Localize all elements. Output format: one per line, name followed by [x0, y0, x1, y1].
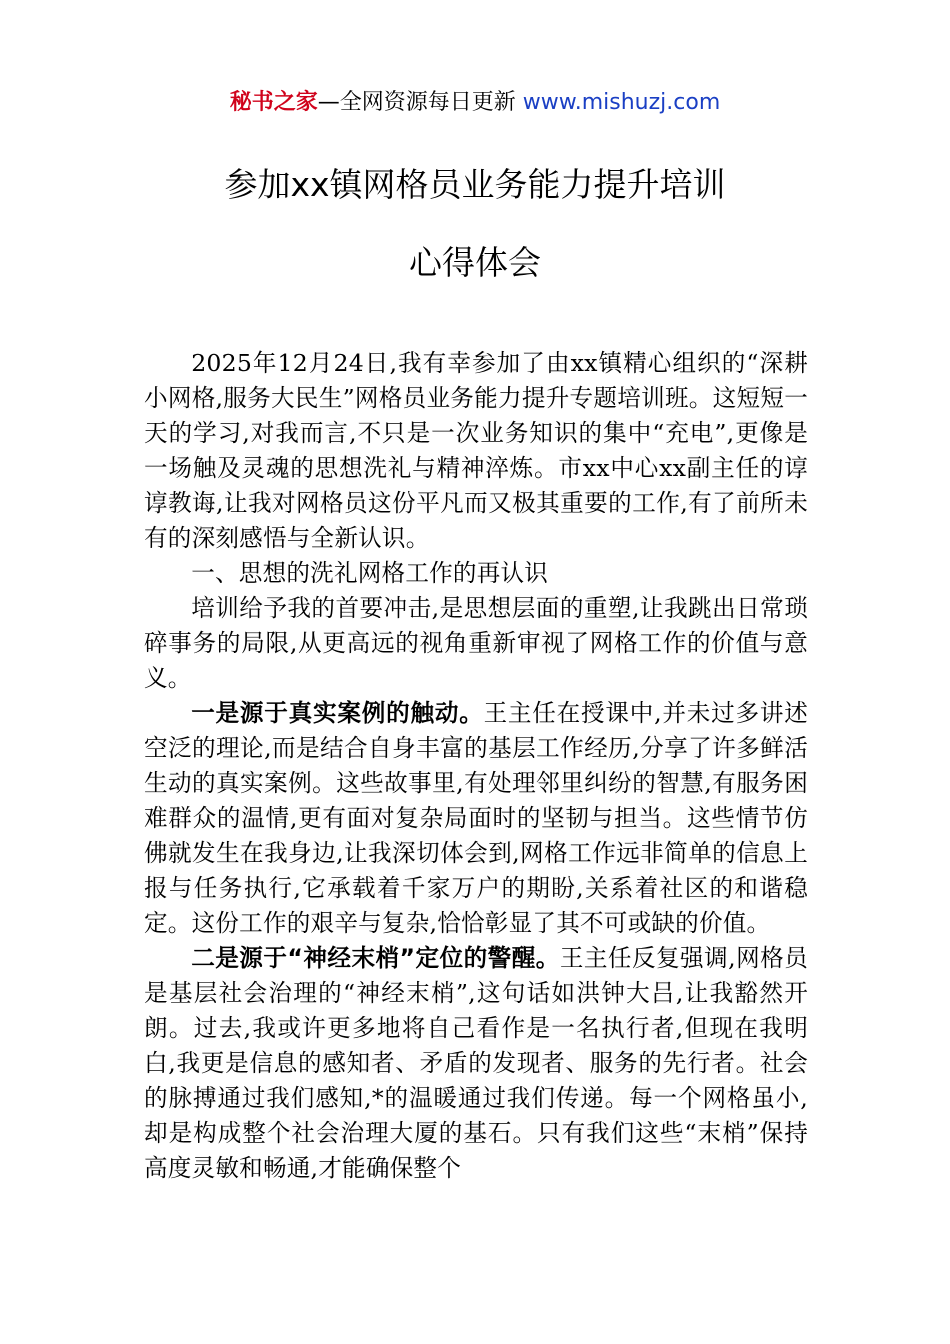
section-heading-1: 一、思想的洗礼网格工作的再认识 — [191, 559, 549, 587]
document-body — [144, 346, 808, 1186]
paragraph-intro: 2025年12月24日,我有幸参加了由xx镇精心组织的“深耕小网格,服务大民生”网格员业务能力提升专题培训班。这短短一天的学习,对我而言,不只是一次业务知识的集中“充电”,更像是一场触及灵魂的思想洗礼与精神淬炼。市xx中心xx副主任的谆谆教诲,让我对网格员这份平凡而又极其重要的工作,有了前所未有的深刻感悟与全新认识。 — [144, 349, 808, 552]
point-1-text: 王主任在授课中,并未过多讲述空泛的理论,而是结合自身丰富的基层工作经历,分享了许多鲜活生动的真实案例。这些故事里,有处理邻里纠纷的智慧,有服务困难群众的温情,更有面对复杂局面时的坚韧与担当。这些情节仿佛就发生在我身边,让我深切体会到,网格工作远非简单的信息上报与任务执行,它承载着千家万户的期盼,关系着社区的和谐稳定。这份工作的艰辛与复杂,恰恰彰显了其不可或缺的价值。 — [144, 699, 808, 937]
point-2-text: 王主任反复强调,网格员是基层社会治理的“神经末梢”,这句话如洪钟大吕,让我豁然开朗。过去,我或许更多地将自己看作是一名执行者,但现在我明白,我更是信息的感知者、矛盾的发现者、服务的先行者。社会的脉搏通过我们感知,*的温暖通过我们传递。每一个网格虽小,却是构成整个社会治理大厦的基石。只有我们这些“末梢”保持高度灵敏和畅通,才能确保整个 — [144, 944, 809, 1182]
title-line-2: 心得体会 — [409, 243, 541, 282]
paragraph-point-2 — [144, 941, 808, 1186]
point-2-lead: 二是源于“神经末梢”定位的警醒。 — [191, 944, 560, 972]
site-tagline: —全网资源每日更新 — [317, 90, 523, 115]
document-title — [0, 166, 950, 322]
paragraph-section-intro: 培训给予我的首要冲击,是思想层面的重塑,让我跳出日常琐碎事务的局限,从更高远的视角重新审视了网格工作的价值与意义。 — [144, 594, 808, 692]
site-header — [0, 88, 950, 118]
point-1-lead: 一是源于真实案例的触动。 — [191, 699, 484, 727]
site-url-link[interactable]: www.mishuzj.com — [522, 90, 721, 115]
site-brand: 秘书之家 — [229, 90, 318, 115]
title-line-1: 参加xx镇网格员业务能力提升培训 — [224, 165, 726, 204]
paragraph-point-1 — [144, 696, 808, 941]
